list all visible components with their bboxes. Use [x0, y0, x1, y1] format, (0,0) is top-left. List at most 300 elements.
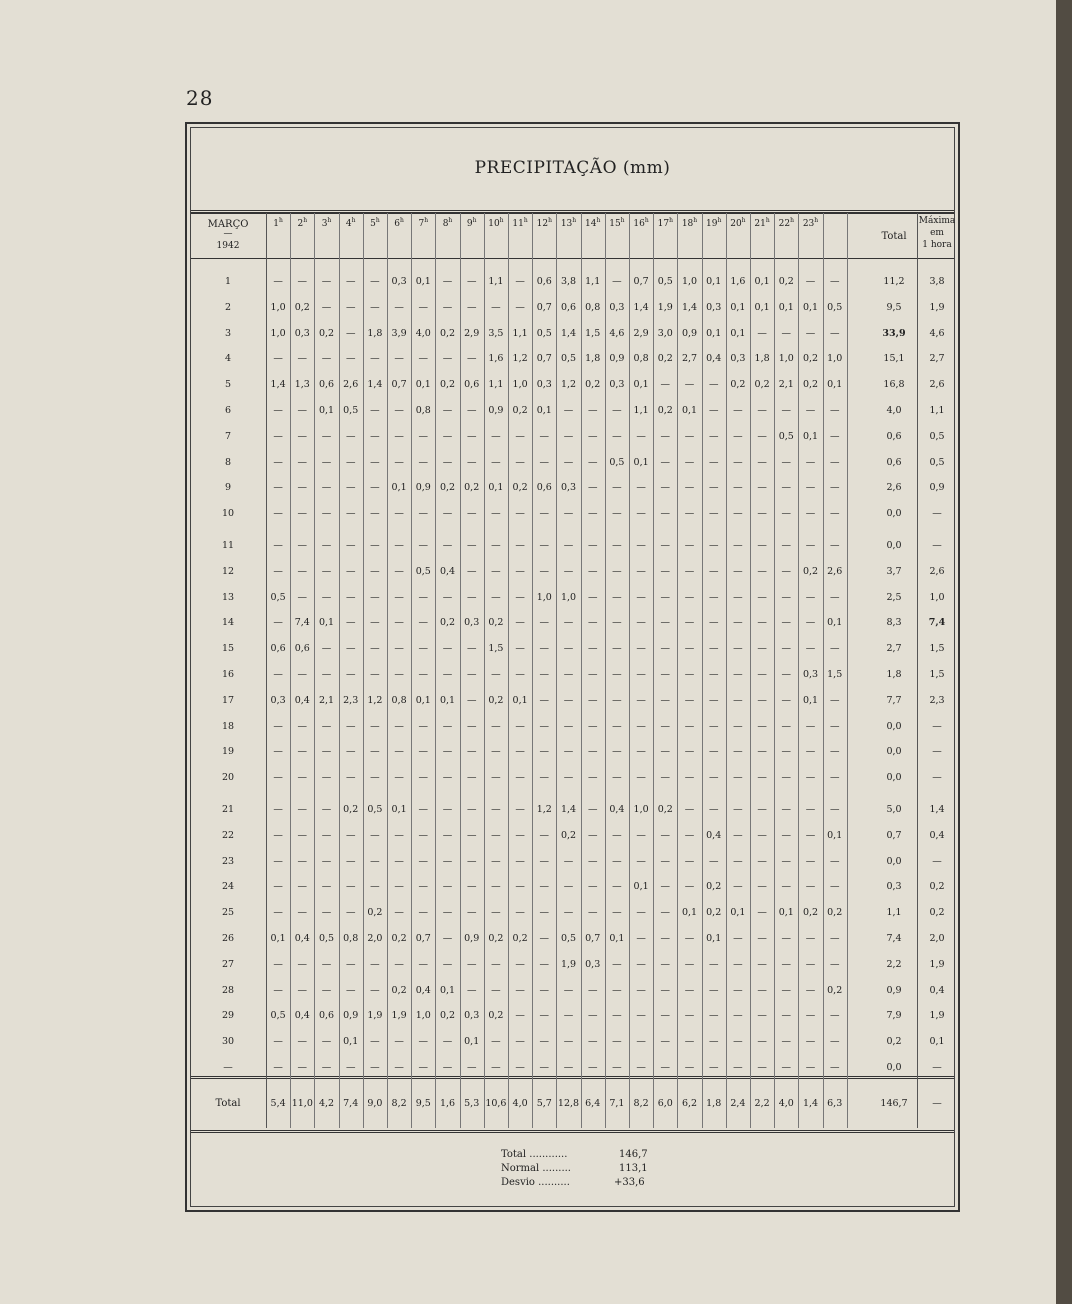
hour-value: —	[563, 508, 574, 520]
hour-value: —	[491, 669, 501, 680]
hour-value: —	[515, 855, 525, 867]
hour-value: —	[660, 958, 671, 970]
hour-value: 0,1	[318, 617, 335, 629]
row-total: 0,0	[886, 720, 902, 732]
hour-value: 2,3	[343, 694, 359, 706]
header-max-3: 1 hora	[922, 240, 952, 250]
hour-value: —	[273, 456, 283, 468]
hour-value: —	[370, 720, 380, 732]
hour-value: —	[418, 353, 429, 365]
hour-value: —	[805, 456, 816, 468]
summary-desvio-label: Desvio ..........	[501, 1177, 570, 1188]
hour-value: —	[612, 855, 622, 867]
hour-value: 0,2	[802, 565, 819, 577]
hour-value: —	[418, 430, 429, 442]
hour-value: —	[636, 958, 646, 970]
hour-value: —	[805, 591, 816, 603]
hour-value: 0,2	[730, 379, 746, 391]
col-divider	[677, 213, 678, 1128]
hour-value: —	[345, 508, 356, 520]
hour-value: —	[781, 591, 792, 603]
hour-value: —	[733, 591, 743, 603]
row-total: 1,8	[886, 669, 902, 680]
hour-value: —	[297, 881, 308, 893]
hour-value: —	[321, 643, 332, 655]
hour-value: —	[733, 405, 743, 416]
hour-value: —	[636, 669, 646, 680]
day-label: 1	[224, 276, 232, 287]
hour-value: —	[781, 482, 792, 494]
hour-value: —	[297, 353, 308, 365]
row-max: —	[932, 1062, 942, 1073]
hour-value: —	[394, 829, 404, 841]
hour-value: 0,2	[391, 984, 407, 996]
row-total: 4,0	[886, 405, 902, 416]
hour-value: —	[660, 1036, 671, 1048]
hour-value: —	[394, 1062, 404, 1073]
hour-value: —	[781, 829, 792, 841]
hour-value: —	[539, 540, 550, 551]
hour-value: —	[636, 591, 646, 603]
hour-value: —	[394, 643, 404, 655]
hour-value: —	[757, 1036, 767, 1048]
hour-value: —	[491, 565, 501, 577]
hour-value: 0,1	[730, 907, 746, 919]
hour-value: —	[370, 482, 380, 494]
hour-value: —	[829, 746, 840, 758]
hour-value: 2,0	[367, 933, 383, 944]
row-total: 16,8	[883, 379, 905, 391]
row-total: 2,7	[886, 643, 902, 655]
header-hour: 18$^h$	[681, 217, 698, 229]
hour-value: —	[370, 958, 380, 970]
hour-value: —	[394, 540, 404, 551]
hour-value: —	[442, 430, 453, 442]
row-max: 4,6	[929, 327, 945, 339]
hour-value: —	[370, 881, 380, 893]
hour-value: —	[757, 804, 767, 815]
hour-value: —	[660, 456, 671, 468]
hour-value: —	[563, 1036, 574, 1048]
summary-total-label: Total ............	[501, 1149, 568, 1160]
hour-value: —	[321, 353, 332, 365]
hour-value: —	[733, 958, 743, 970]
total-row-value: 10,6	[485, 1098, 507, 1109]
col-divider	[726, 213, 727, 1128]
hour-value: 0,7	[391, 379, 407, 391]
day-label: 8	[224, 456, 232, 468]
hour-value: —	[321, 804, 332, 815]
hour-value: —	[684, 617, 695, 629]
hour-value: —	[757, 482, 767, 494]
hour-value: 1,9	[391, 1010, 407, 1022]
hour-value: —	[491, 508, 501, 520]
hour-value: 1,0	[512, 379, 528, 391]
hour-value: —	[563, 565, 574, 577]
day-label: 20	[221, 772, 235, 784]
hour-value: —	[733, 617, 743, 629]
col-divider	[314, 213, 315, 1128]
hour-value: —	[394, 746, 404, 758]
hour-value: —	[345, 353, 356, 365]
hour-value: —	[321, 1062, 332, 1073]
total-row-value: 9,0	[367, 1098, 383, 1109]
row-total: 11,2	[883, 276, 905, 287]
hour-value: —	[781, 933, 792, 944]
row-total: 0,3	[886, 881, 902, 893]
hour-value: —	[539, 881, 550, 893]
hour-value: —	[563, 984, 574, 996]
hour-value: 0,1	[391, 482, 407, 494]
hour-value: —	[515, 1036, 525, 1048]
row-max: —	[932, 508, 942, 520]
hour-value: —	[345, 881, 356, 893]
hour-value: 0,2	[657, 804, 673, 815]
hour-value: —	[515, 1010, 525, 1022]
hour-value: —	[829, 933, 840, 944]
hour-value: —	[466, 881, 477, 893]
hour-value: —	[394, 405, 404, 416]
hour-value: —	[708, 746, 719, 758]
hour-value: —	[394, 720, 404, 732]
hour-value: 0,9	[681, 327, 698, 339]
hour-value: —	[587, 1036, 598, 1048]
col-divider	[605, 213, 606, 1128]
row-max: 2,3	[929, 694, 945, 706]
hour-value: 4,0	[415, 327, 431, 339]
hour-value: —	[345, 565, 356, 577]
hour-value: —	[370, 984, 380, 996]
hour-value: —	[273, 617, 283, 629]
hour-value: —	[612, 405, 622, 416]
hour-value: —	[370, 276, 380, 287]
hour-value: 0,2	[512, 482, 528, 494]
hour-value: —	[733, 1010, 743, 1022]
hour-value: —	[345, 746, 356, 758]
hour-value: —	[297, 591, 308, 603]
hour-value: —	[297, 430, 308, 442]
hour-value: —	[297, 669, 308, 680]
hour-value: —	[491, 907, 501, 919]
hour-value: —	[660, 430, 671, 442]
hour-value: —	[805, 327, 816, 339]
hour-value: —	[539, 1062, 550, 1073]
hour-value: 2,6	[827, 565, 843, 577]
hour-value: —	[587, 565, 598, 577]
hour-value: 0,2	[802, 379, 819, 391]
hour-value: —	[563, 746, 574, 758]
hour-value: —	[781, 694, 792, 706]
hour-value: —	[515, 746, 525, 758]
hour-value: —	[418, 720, 429, 732]
hour-value: —	[636, 829, 646, 841]
hour-value: —	[660, 829, 671, 841]
hour-value: —	[466, 508, 477, 520]
hour-value: —	[370, 591, 380, 603]
hour-value: 3,8	[560, 276, 577, 287]
hour-value: —	[805, 933, 816, 944]
hour-value: —	[587, 1062, 598, 1073]
hour-value: 0,2	[488, 1010, 504, 1022]
hour-value: —	[370, 829, 380, 841]
total-row-value: 6,2	[681, 1098, 698, 1109]
hour-value: 0,5	[270, 1010, 286, 1022]
hour-value: 0,2	[464, 482, 480, 494]
hour-value: —	[733, 508, 743, 520]
total-row-value: 8,2	[633, 1098, 649, 1109]
total-row-value: 6,4	[585, 1098, 601, 1109]
hour-value: —	[757, 540, 767, 551]
header-hour: 7$^h$	[418, 217, 429, 229]
hour-value: 0,2	[706, 907, 722, 919]
hour-value: 1,2	[367, 694, 383, 706]
total-row-value: 4,2	[318, 1098, 335, 1109]
hour-value: —	[563, 1062, 574, 1073]
hour-value: 2,1	[318, 694, 335, 706]
hour-value: —	[418, 1036, 429, 1048]
hour-value: —	[418, 643, 429, 655]
hour-value: 0,4	[294, 933, 310, 944]
hour-value: —	[660, 565, 671, 577]
hour-value: —	[757, 907, 767, 919]
hour-value: —	[539, 984, 550, 996]
hour-value: —	[660, 669, 671, 680]
hour-value: —	[684, 804, 695, 815]
hour-value: —	[587, 540, 598, 551]
hour-value: —	[587, 591, 598, 603]
hour-value: —	[345, 591, 356, 603]
col-divider	[460, 213, 461, 1128]
row-total: 33,9	[882, 327, 906, 339]
hour-value: 1,9	[657, 301, 673, 313]
hour-value: —	[612, 694, 622, 706]
hour-value: —	[781, 804, 792, 815]
hour-value: —	[636, 643, 646, 655]
hour-value: —	[466, 984, 477, 996]
hour-value: —	[321, 1036, 332, 1048]
hour-value: —	[442, 643, 453, 655]
hour-value: —	[466, 276, 477, 287]
hour-value: —	[684, 540, 695, 551]
hour-value: —	[442, 746, 453, 758]
hour-value: —	[491, 456, 501, 468]
hour-value: 1,0	[827, 353, 843, 365]
hour-value: —	[297, 720, 308, 732]
hour-value: —	[612, 430, 622, 442]
hour-value: —	[345, 276, 356, 287]
header-hour: 19$^h$	[706, 217, 722, 229]
col-divider	[435, 213, 436, 1128]
hour-value: 0,5	[560, 353, 577, 365]
header-month: MARÇO	[207, 219, 249, 230]
hour-value: 1,5	[827, 669, 843, 680]
hour-value: 0,3	[270, 694, 286, 706]
total-row-value: 5,4	[270, 1098, 286, 1109]
hour-value: —	[515, 540, 525, 551]
hour-value: 2,9	[464, 327, 480, 339]
col-divider	[363, 213, 364, 1128]
header-hour: 12$^h$	[536, 217, 552, 229]
hour-value: 0,8	[391, 694, 407, 706]
col-divider	[266, 213, 267, 1128]
hour-value: —	[636, 540, 646, 551]
hour-value: —	[418, 829, 429, 841]
hour-value: 0,2	[439, 617, 456, 629]
hour-value: 1,8	[367, 327, 383, 339]
hour-value: —	[708, 405, 719, 416]
hour-value: 2,7	[681, 353, 698, 365]
hour-value: 0,6	[270, 643, 286, 655]
hour-value: —	[273, 430, 283, 442]
hour-value: —	[370, 669, 380, 680]
hour-value: —	[805, 829, 816, 841]
hour-value: 0,1	[706, 933, 722, 944]
hour-value: 0,2	[560, 829, 577, 841]
hour-value: —	[781, 746, 792, 758]
hour-value: —	[273, 855, 283, 867]
hour-value: 0,9	[609, 353, 625, 365]
header-hour: 4$^h$	[345, 217, 356, 229]
hour-value: —	[418, 669, 429, 680]
hour-value: —	[733, 669, 743, 680]
hour-value: 1,1	[488, 379, 504, 391]
hour-value: —	[636, 1010, 646, 1022]
hour-value: 0,2	[754, 379, 770, 391]
hour-value: —	[829, 804, 840, 815]
hour-value: —	[370, 540, 380, 551]
hour-value: 0,8	[343, 933, 359, 944]
hour-value: —	[587, 746, 598, 758]
hour-value: —	[684, 720, 695, 732]
day-label: 5	[224, 379, 232, 391]
hour-value: —	[829, 1010, 840, 1022]
hour-value: —	[394, 430, 404, 442]
hour-value: —	[587, 804, 598, 815]
total-row-max: —	[932, 1098, 942, 1109]
hour-value: —	[660, 772, 671, 784]
hour-value: —	[394, 591, 404, 603]
hour-value: —	[829, 327, 840, 339]
hour-value: —	[733, 772, 743, 784]
hour-value: 0,2	[439, 327, 456, 339]
hour-value: 0,1	[754, 301, 770, 313]
hour-value: —	[321, 881, 332, 893]
hour-value: —	[636, 694, 646, 706]
row-max: 0,2	[929, 881, 945, 893]
hour-value: —	[515, 643, 525, 655]
hour-value: —	[394, 353, 404, 365]
hour-value: —	[612, 881, 622, 893]
day-label: 14	[221, 617, 235, 629]
hour-value: —	[297, 405, 308, 416]
hour-value: 1,4	[270, 379, 286, 391]
hour-value: —	[563, 617, 574, 629]
hour-value: 1,2	[536, 804, 552, 815]
hour-value: —	[587, 669, 598, 680]
hour-value: —	[466, 1062, 477, 1073]
summary-box	[191, 1130, 954, 1206]
hour-value: 1,4	[633, 301, 649, 313]
hour-value: —	[442, 669, 453, 680]
hour-value: —	[297, 1062, 308, 1073]
hour-value: —	[757, 694, 767, 706]
hour-value: —	[563, 643, 574, 655]
hour-value: 0,3	[391, 276, 407, 287]
hour-value: —	[805, 772, 816, 784]
hour-value: 1,0	[270, 301, 286, 313]
hour-value: 0,5	[343, 405, 359, 416]
hour-value: —	[418, 301, 429, 313]
hour-value: —	[757, 405, 767, 416]
hour-value: —	[660, 694, 671, 706]
header-hour: 8$^h$	[442, 217, 453, 229]
hour-value: 0,4	[294, 1010, 310, 1022]
hour-value: 0,4	[609, 804, 625, 815]
row-total: 2,2	[886, 958, 902, 970]
hour-value: —	[587, 984, 598, 996]
hour-value: —	[321, 301, 332, 313]
hour-value: —	[757, 591, 767, 603]
hour-value: —	[418, 881, 429, 893]
hour-value: —	[563, 1010, 574, 1022]
hour-value: —	[273, 565, 283, 577]
hour-value: —	[345, 643, 356, 655]
hour-value: 0,2	[439, 379, 456, 391]
hour-value: 0,9	[488, 405, 504, 416]
hour-value: —	[442, 933, 453, 944]
hour-value: —	[733, 430, 743, 442]
hour-value: —	[515, 565, 525, 577]
day-label: 10	[221, 508, 235, 520]
hour-value: —	[805, 1010, 816, 1022]
row-max: 1,1	[929, 405, 945, 416]
col-divider	[484, 213, 485, 1128]
hour-value: —	[708, 456, 719, 468]
hour-value: 0,1	[827, 379, 843, 391]
col-divider	[702, 213, 703, 1128]
hour-value: —	[539, 720, 550, 732]
day-label: 2	[224, 301, 232, 313]
hour-value: —	[515, 591, 525, 603]
hour-value: —	[370, 430, 380, 442]
hour-value: —	[684, 508, 695, 520]
hour-value: 0,1	[778, 301, 794, 313]
summary-total-value: 146,7	[619, 1149, 648, 1160]
hour-value: —	[515, 984, 525, 996]
hour-value: 0,6	[318, 379, 335, 391]
row-total: 7,9	[886, 1010, 902, 1022]
hour-value: 0,1	[802, 694, 819, 706]
hour-value: —	[273, 746, 283, 758]
hour-value: —	[781, 508, 792, 520]
hour-value: 1,1	[633, 405, 649, 416]
hour-value: —	[805, 804, 816, 815]
hour-value: 0,9	[415, 482, 431, 494]
table-frame-inner	[190, 127, 955, 1207]
hour-value: —	[612, 958, 622, 970]
row-max: 1,9	[929, 1010, 945, 1022]
hour-value: —	[418, 540, 429, 551]
hour-value: —	[636, 907, 646, 919]
hour-value: —	[442, 958, 453, 970]
hour-value: —	[273, 907, 283, 919]
hour-value: —	[563, 405, 574, 416]
hour-value: 0,5	[415, 565, 431, 577]
hour-value: —	[684, 565, 695, 577]
hour-value: —	[539, 933, 550, 944]
hour-value: 0,5	[657, 276, 673, 287]
row-total: 0,0	[886, 855, 902, 867]
